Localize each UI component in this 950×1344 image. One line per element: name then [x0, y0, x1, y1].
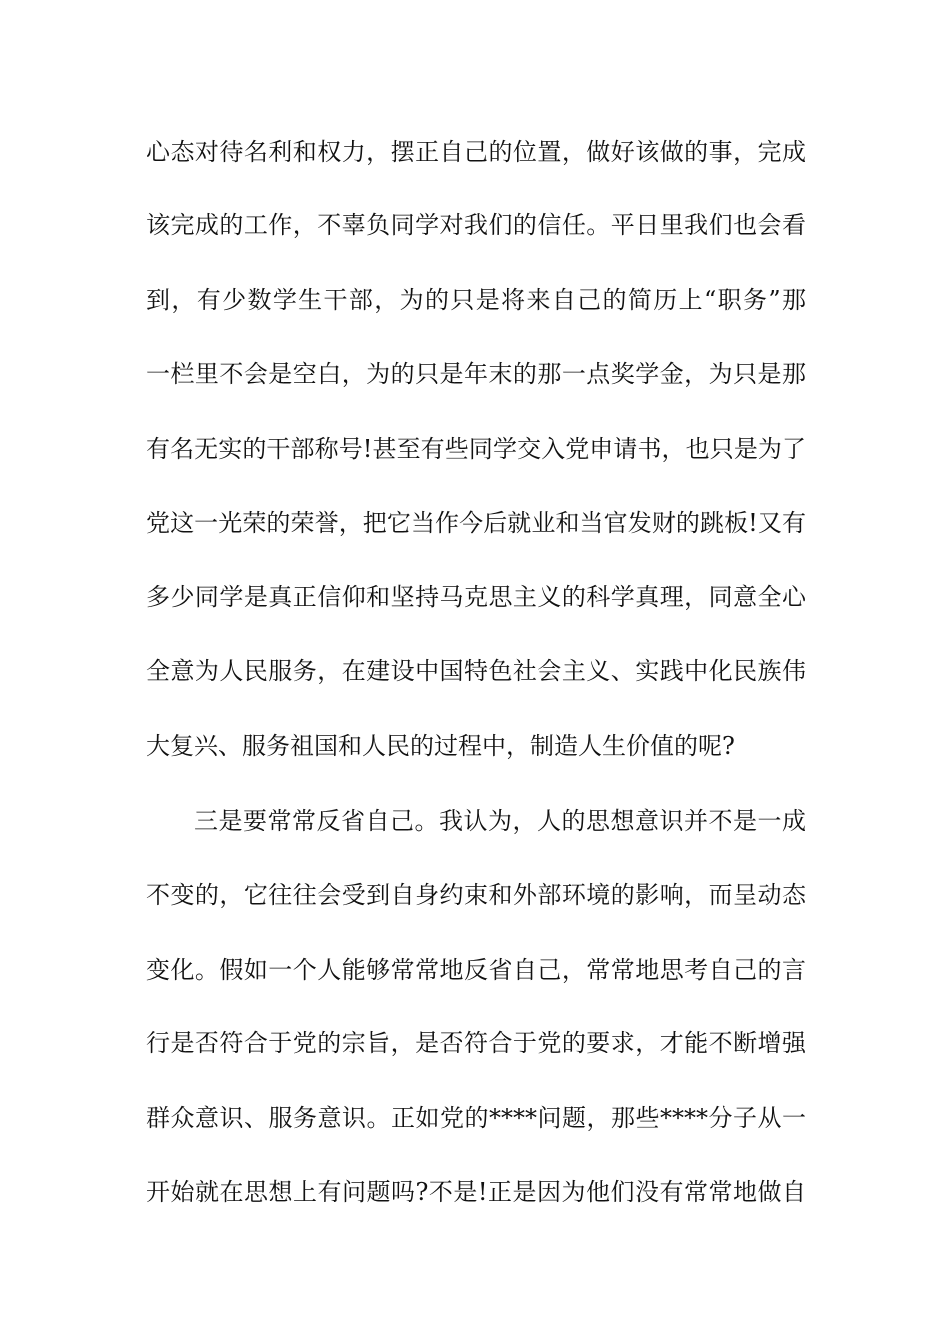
text-line: 多少同学是真正信仰和坚持马克思主义的科学真理，同意全心 [146, 583, 806, 611]
text-line: 大复兴、服务祖国和人民的过程中，制造人生价值的呢? [146, 732, 735, 760]
text-line: 党这一光荣的荣誉，把它当作今后就业和当官发财的跳板!又有 [146, 509, 806, 537]
text-line: 心态对待名利和权力，摆正自己的位置，做好该做的事，完成 [146, 138, 806, 166]
text-line: 开始就在思想上有问题吗?不是!正是因为他们没有常常地做自 [146, 1178, 806, 1206]
text-line: 变化。假如一个人能够常常地反省自己，常常地思考自己的言 [146, 956, 806, 984]
text-line: 到，有少数学生干部，为的只是将来自己的简历上“职务”那 [146, 286, 806, 314]
text-line: 一栏里不会是空白，为的只是年末的那一点奖学金，为只是那 [146, 360, 806, 388]
text-line: 群众意识、服务意识。正如党的****问题，那些****分子从一 [146, 1104, 806, 1132]
paragraph-first-line: 三是要常常反省自己。我认为，人的思想意识并不是一成 [194, 807, 806, 835]
text-line: 该完成的工作，不辜负同学对我们的信任。平日里我们也会看 [146, 211, 806, 239]
text-line: 行是否符合于党的宗旨，是否符合于党的要求，才能不断增强 [146, 1029, 806, 1057]
text-line: 有名无实的干部称号!甚至有些同学交入党申请书，也只是为了 [146, 435, 806, 463]
text-line: 全意为人民服务，在建设中国特色社会主义、实践中化民族伟 [146, 657, 806, 685]
text-line: 不变的，它往往会受到自身约束和外部环境的影响，而呈动态 [146, 881, 806, 909]
